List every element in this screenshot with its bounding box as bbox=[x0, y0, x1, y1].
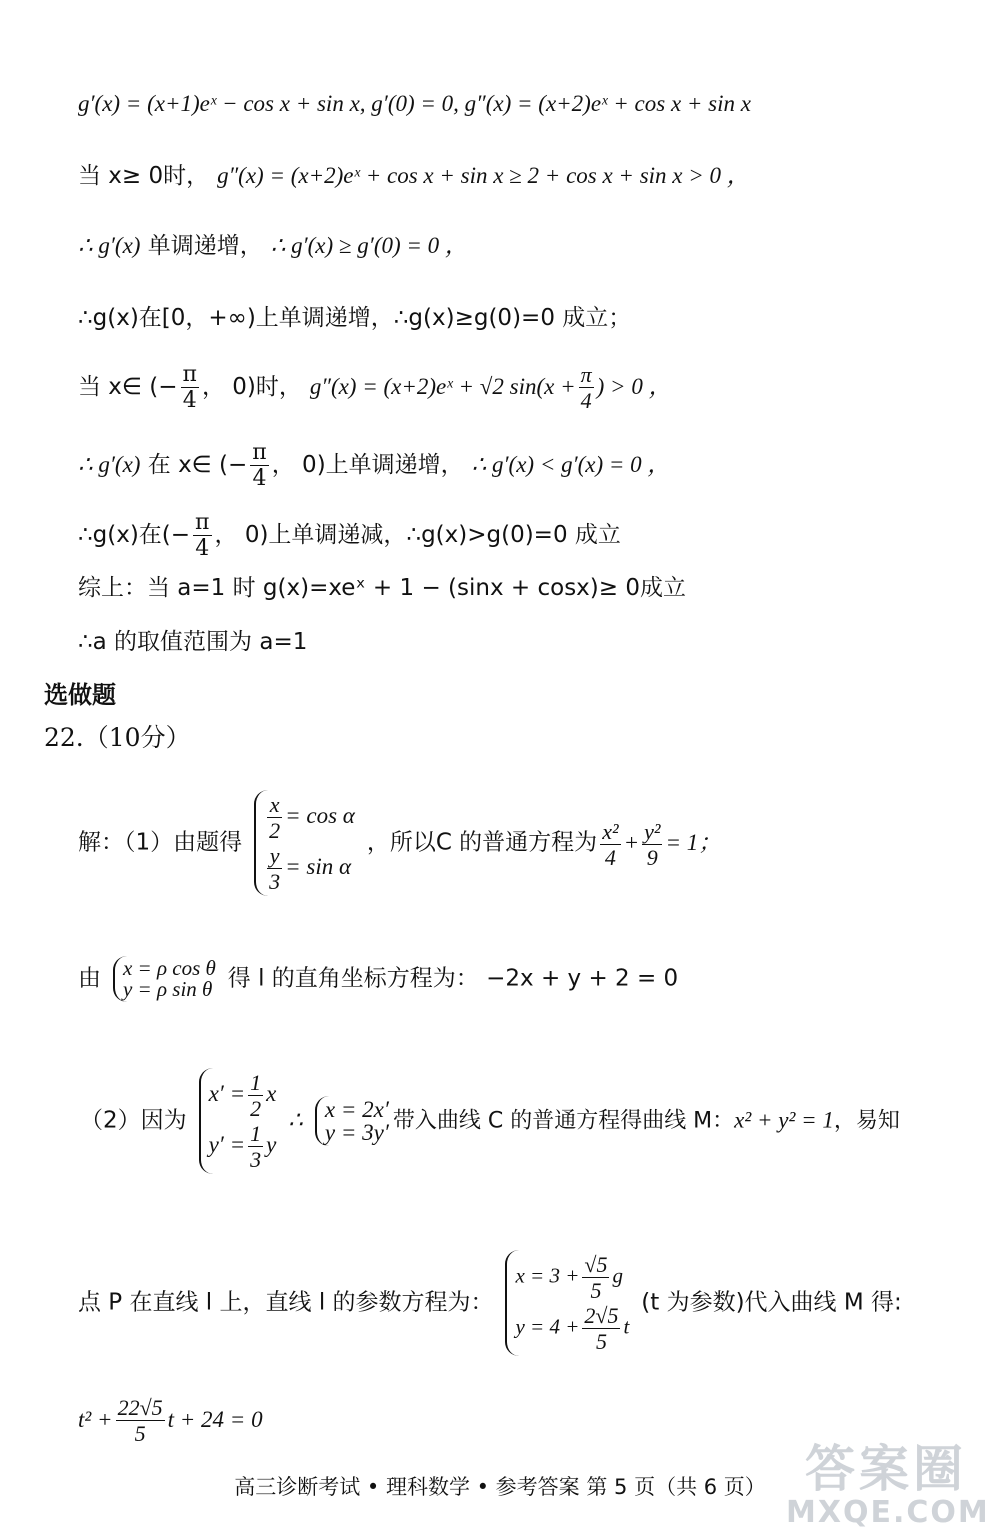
frac-num: √5 bbox=[584, 1252, 608, 1277]
system-row bbox=[264, 792, 355, 843]
range-text: ∴a 的取值范围为 a=1 bbox=[78, 629, 308, 655]
param-lead: 点 P 在直线 l 上，直线 l 的参数方程为： bbox=[78, 1289, 494, 1316]
therefore-symbol: ∴ bbox=[288, 1107, 303, 1133]
frac-num: 2√5 bbox=[584, 1303, 619, 1328]
var: x bbox=[266, 1080, 277, 1106]
interval-open: 在 x∈ (− bbox=[140, 452, 248, 478]
polar-lead: 由 bbox=[78, 965, 101, 992]
frac-num: x bbox=[267, 792, 282, 818]
system-row bbox=[515, 1303, 629, 1354]
part2-tail2: ，易知 bbox=[833, 1108, 900, 1134]
frac-num: π bbox=[195, 510, 210, 535]
part2-tail: 带入曲线 C 的普通方程得曲线 M： bbox=[392, 1108, 735, 1134]
monotone-text: 单调递增， bbox=[140, 233, 263, 259]
system-row: x = 2x′ bbox=[324, 1097, 389, 1122]
part2-line bbox=[80, 1068, 900, 1174]
rhs: = cos α bbox=[285, 802, 355, 828]
watermark-logo bbox=[786, 1440, 990, 1530]
pi-over-4 bbox=[250, 440, 268, 491]
frac-den: 5 bbox=[590, 1278, 602, 1303]
lhs: y = 4 + bbox=[515, 1314, 580, 1339]
frac-num: π bbox=[182, 362, 197, 387]
frac-den: 3 bbox=[269, 869, 281, 894]
rhs: = sin α bbox=[285, 853, 352, 879]
2sqrt5-over-5 bbox=[582, 1303, 620, 1354]
x-over-2 bbox=[267, 792, 282, 843]
part1-line bbox=[78, 790, 721, 896]
pi-over-4 bbox=[579, 362, 594, 413]
section-title: 选做题 bbox=[44, 681, 116, 709]
case-text: 当 x≥ 0时， bbox=[78, 163, 210, 189]
equation-tail: = 1； bbox=[665, 829, 722, 855]
var: g bbox=[612, 1263, 623, 1288]
range-line bbox=[78, 626, 307, 657]
quadratic-lead: t² + bbox=[78, 1407, 113, 1432]
g-increasing-line bbox=[78, 302, 631, 333]
interval-open: 当 x∈ (− bbox=[78, 374, 178, 400]
system-row bbox=[515, 1252, 629, 1303]
pi-over-4 bbox=[181, 362, 199, 413]
g-increasing-text: ∴g(x)在[0，+∞)上单调递增，∴g(x)≥g(0)=0 成立； bbox=[78, 305, 632, 331]
lhs: x′ = bbox=[208, 1080, 246, 1106]
circle-equation: x² + y² = 1 bbox=[734, 1107, 834, 1133]
y-over-3 bbox=[267, 843, 282, 894]
part1-lead: 解：（1）由题得 bbox=[78, 829, 243, 856]
one-half bbox=[248, 1070, 263, 1121]
positive-conclusion: ) > 0 ， bbox=[596, 374, 672, 399]
interval-close: ， 0)时， bbox=[201, 374, 302, 400]
frac-num: 1 bbox=[250, 1121, 262, 1146]
formula-text: g′(x) = (x+1)eˣ − cos x + sin x, g′(0) = 0, g″(x) = (x+2)eˣ + cos x + sin x bbox=[78, 91, 751, 116]
scaling-system bbox=[199, 1068, 277, 1174]
g-prime-increasing-negative bbox=[78, 440, 670, 491]
plus-sign: + bbox=[623, 829, 640, 855]
second-derivative: g″(x) = (x+2)eˣ + √2 sin(x + bbox=[309, 374, 576, 399]
polar-system bbox=[113, 956, 216, 1002]
var: y bbox=[266, 1131, 277, 1157]
frac-num: 22√5 bbox=[117, 1395, 163, 1420]
interval-open: ∴g(x)在(− bbox=[78, 522, 191, 548]
part1-mid: ，所以C 的普通方程为 bbox=[366, 829, 598, 856]
frac-den: 4 bbox=[182, 388, 197, 413]
question-number: 22.（10分） bbox=[44, 723, 191, 752]
param-system bbox=[505, 1250, 629, 1356]
summary-line bbox=[78, 572, 686, 603]
frac-den: 5 bbox=[595, 1329, 607, 1354]
system-row: y = ρ sin θ bbox=[122, 977, 213, 1001]
frac-den: 2 bbox=[250, 1096, 262, 1121]
polar-tail: 得 l 的直角坐标方程为： −2x + y + 2 = 0 bbox=[227, 965, 679, 992]
inequality: ∴ g′(x) < g′(x) = 0 ， bbox=[471, 452, 671, 477]
formula-g-derivatives bbox=[78, 88, 751, 119]
watermark-url: MXQE.COM bbox=[786, 1495, 990, 1530]
one-third bbox=[248, 1121, 263, 1172]
y2-over-9 bbox=[642, 819, 662, 870]
g-decreasing-line bbox=[78, 510, 621, 561]
lhs: x = 3 + bbox=[515, 1263, 580, 1288]
frac-den: 4 bbox=[604, 844, 616, 870]
g-prime: ∴ g′(x) bbox=[78, 452, 141, 477]
frac-num: y² bbox=[644, 818, 661, 844]
frac-den: 9 bbox=[646, 844, 658, 870]
pi-over-4 bbox=[193, 510, 211, 561]
quadratic-line bbox=[78, 1395, 263, 1446]
ellipse-equation bbox=[597, 818, 722, 870]
param-tail: (t 为参数)代入曲线 M 得: bbox=[641, 1289, 902, 1316]
var: t bbox=[623, 1314, 630, 1339]
system-row: x = ρ cos θ bbox=[122, 956, 216, 980]
param-system bbox=[254, 790, 355, 896]
part2-lead: （2）因为 bbox=[80, 1107, 187, 1134]
page-footer: 高三诊断考试 • 理科数学 • 参考答案 第 5 页（共 6 页） bbox=[234, 1475, 766, 1499]
g-prime: ∴ g′(x) bbox=[78, 233, 141, 258]
case-x-negative bbox=[78, 362, 672, 413]
g-decreasing-text: ， 0)上单调递减，∴g(x)>g(0)=0 成立 bbox=[214, 522, 621, 548]
case-x-nonneg bbox=[78, 160, 750, 191]
frac-den: 2 bbox=[269, 818, 281, 843]
summary-text: 综上：当 a=1 时 g(x)=xeˣ + 1 − (sinx + cosx)≥ 0成立 bbox=[78, 575, 686, 601]
system-row bbox=[264, 843, 355, 894]
frac-num: x² bbox=[602, 818, 619, 844]
interval-close: ， 0)上单调递增， bbox=[271, 452, 464, 478]
param-line bbox=[78, 1250, 902, 1356]
frac-den: 5 bbox=[134, 1421, 146, 1446]
frac-num: π bbox=[580, 362, 592, 387]
monotone-g-prime bbox=[78, 230, 468, 261]
polar-line bbox=[78, 956, 678, 1002]
system-row bbox=[209, 1070, 277, 1121]
system-row: y = 3y′ bbox=[324, 1120, 389, 1145]
sqrt5-over-5 bbox=[582, 1252, 609, 1303]
case-formula: g″(x) = (x+2)eˣ + cos x + sin x ≥ 2 + cos x + sin x > 0 ， bbox=[217, 163, 750, 188]
frac-num: π bbox=[252, 440, 267, 465]
lhs: y′ = bbox=[208, 1131, 246, 1157]
x2-over-4 bbox=[600, 819, 620, 870]
inequality: ∴ g′(x) ≥ g′(0) = 0 ， bbox=[270, 233, 468, 258]
inverse-system bbox=[315, 1096, 389, 1146]
quadratic-tail: t + 24 = 0 bbox=[167, 1407, 263, 1432]
frac-den: 3 bbox=[250, 1147, 262, 1172]
system-row bbox=[209, 1121, 277, 1172]
frac-den: 4 bbox=[580, 388, 592, 413]
frac-den: 4 bbox=[195, 536, 210, 561]
frac-den: 4 bbox=[252, 466, 267, 491]
watermark-text: 答案圈 bbox=[805, 1440, 967, 1498]
frac-num: y bbox=[267, 843, 282, 869]
22sqrt5-over-5 bbox=[116, 1395, 165, 1446]
frac-num: 1 bbox=[250, 1070, 262, 1095]
